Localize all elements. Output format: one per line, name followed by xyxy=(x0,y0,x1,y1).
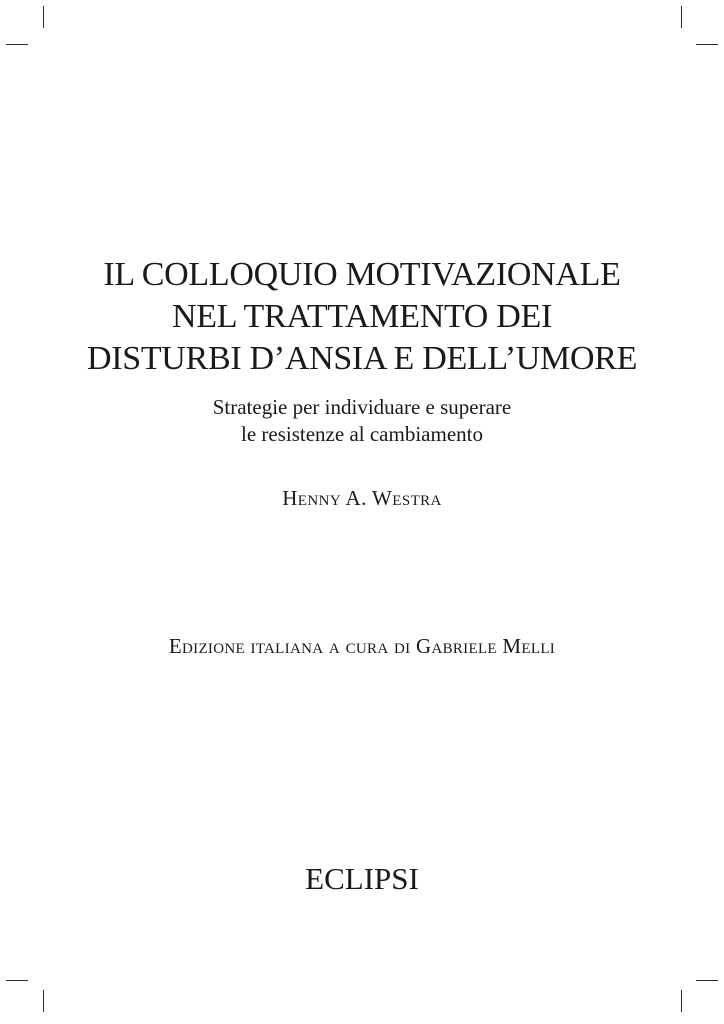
book-subtitle-line: Strategie per individuare e superare xyxy=(212,395,512,419)
book-title xyxy=(0,254,724,380)
book-title-line: IL COLLOQUIO MOTIVAZIONALE xyxy=(103,256,621,293)
publisher-name: ECLIPSI xyxy=(305,861,419,896)
crop-mark xyxy=(43,6,44,28)
book-subtitle-line: le resistenze al cambiamento xyxy=(241,422,483,446)
crop-mark xyxy=(696,44,718,45)
author-name: Henny A. Westra xyxy=(282,486,442,510)
crop-mark xyxy=(681,990,682,1012)
crop-mark xyxy=(43,990,44,1012)
crop-mark xyxy=(681,6,682,28)
crop-mark xyxy=(6,980,28,981)
book-subtitle xyxy=(0,394,724,448)
crop-mark xyxy=(6,44,28,45)
edition-note: Edizione italiana a cura di Gabriele Melli xyxy=(168,634,556,658)
book-title-line: NEL TRATTAMENTO DEI xyxy=(171,298,553,335)
crop-mark xyxy=(696,980,718,981)
book-title-line: DISTURBI D’ANSIA E DELL’UMORE xyxy=(86,340,638,377)
